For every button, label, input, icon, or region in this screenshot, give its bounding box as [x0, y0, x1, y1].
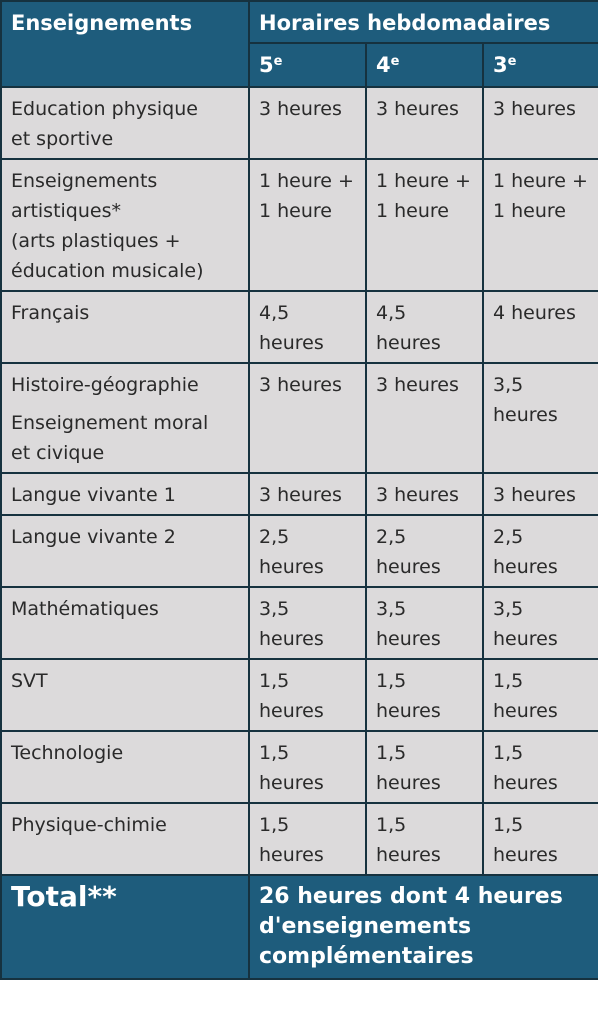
- subject-cell: Education physique et sportive: [1, 87, 249, 159]
- subject-cell: Mathématiques: [1, 587, 249, 659]
- grade-header-3: 3e: [483, 43, 598, 87]
- hours-cell: 1,5 heures: [366, 731, 483, 803]
- table-row: [1, 159, 598, 291]
- hours-cell: 1 heure + 1 heure: [366, 159, 483, 291]
- table-row: [1, 473, 598, 515]
- hours-cell: 3,5 heures: [366, 587, 483, 659]
- subject-cell: Langue vivante 2: [1, 515, 249, 587]
- table-row: [1, 659, 598, 731]
- table-row: [1, 803, 598, 875]
- hours-cell: 1,5 heures: [366, 659, 483, 731]
- table-row: [1, 87, 598, 159]
- hours-cell: 1,5 heures: [483, 731, 598, 803]
- hours-cell: 4 heures: [483, 291, 598, 363]
- subject-cell: Langue vivante 1: [1, 473, 249, 515]
- subject-cell: Histoire-géographie Enseignement moral et civique: [1, 363, 249, 473]
- hours-cell: 3 heures: [483, 473, 598, 515]
- hours-cell: 2,5 heures: [366, 515, 483, 587]
- hours-cell: 1,5 heures: [249, 731, 366, 803]
- table-row: [1, 291, 598, 363]
- total-value: 26 heures dont 4 heures d'enseignements complémentaires: [249, 875, 598, 979]
- grade-header-4: 4e: [366, 43, 483, 87]
- table-row: [1, 515, 598, 587]
- subject-cell: Technologie: [1, 731, 249, 803]
- hours-cell: 3 heures: [483, 87, 598, 159]
- hours-cell: 1,5 heures: [483, 659, 598, 731]
- hours-cell: 3 heures: [366, 87, 483, 159]
- total-row: [1, 875, 598, 979]
- hours-cell: 3 heures: [249, 363, 366, 473]
- subject-column-header: Enseignements: [1, 1, 249, 87]
- hours-cell: 3,5 heures: [483, 587, 598, 659]
- hours-cell: 3 heures: [366, 473, 483, 515]
- hours-cell: 1,5 heures: [366, 803, 483, 875]
- hours-cell: 2,5 heures: [249, 515, 366, 587]
- hours-cell: 1 heure + 1 heure: [483, 159, 598, 291]
- subject-cell: Physique-chimie: [1, 803, 249, 875]
- hours-cell: 1 heure + 1 heure: [249, 159, 366, 291]
- hours-cell: 3,5 heures: [249, 587, 366, 659]
- table-row: [1, 731, 598, 803]
- hours-cell: 2,5 heures: [483, 515, 598, 587]
- hours-cell: 3 heures: [249, 87, 366, 159]
- table-row: [1, 363, 598, 473]
- hours-cell: 4,5 heures: [249, 291, 366, 363]
- subject-cell: Enseignements artistiques* (arts plastiques + éducation musicale): [1, 159, 249, 291]
- hours-cell: 1,5 heures: [249, 803, 366, 875]
- hours-column-header: Horaires hebdomadaires: [249, 1, 598, 43]
- hours-cell: 3 heures: [249, 473, 366, 515]
- hours-cell: 3 heures: [366, 363, 483, 473]
- hours-cell: 4,5 heures: [366, 291, 483, 363]
- hours-cell: 3,5 heures: [483, 363, 598, 473]
- total-label: Total**: [1, 875, 249, 979]
- hours-cell: 1,5 heures: [249, 659, 366, 731]
- hours-cell: 1,5 heures: [483, 803, 598, 875]
- table-row: [1, 587, 598, 659]
- grade-header-5: 5e: [249, 43, 366, 87]
- subject-cell: Français: [1, 291, 249, 363]
- subject-cell: SVT: [1, 659, 249, 731]
